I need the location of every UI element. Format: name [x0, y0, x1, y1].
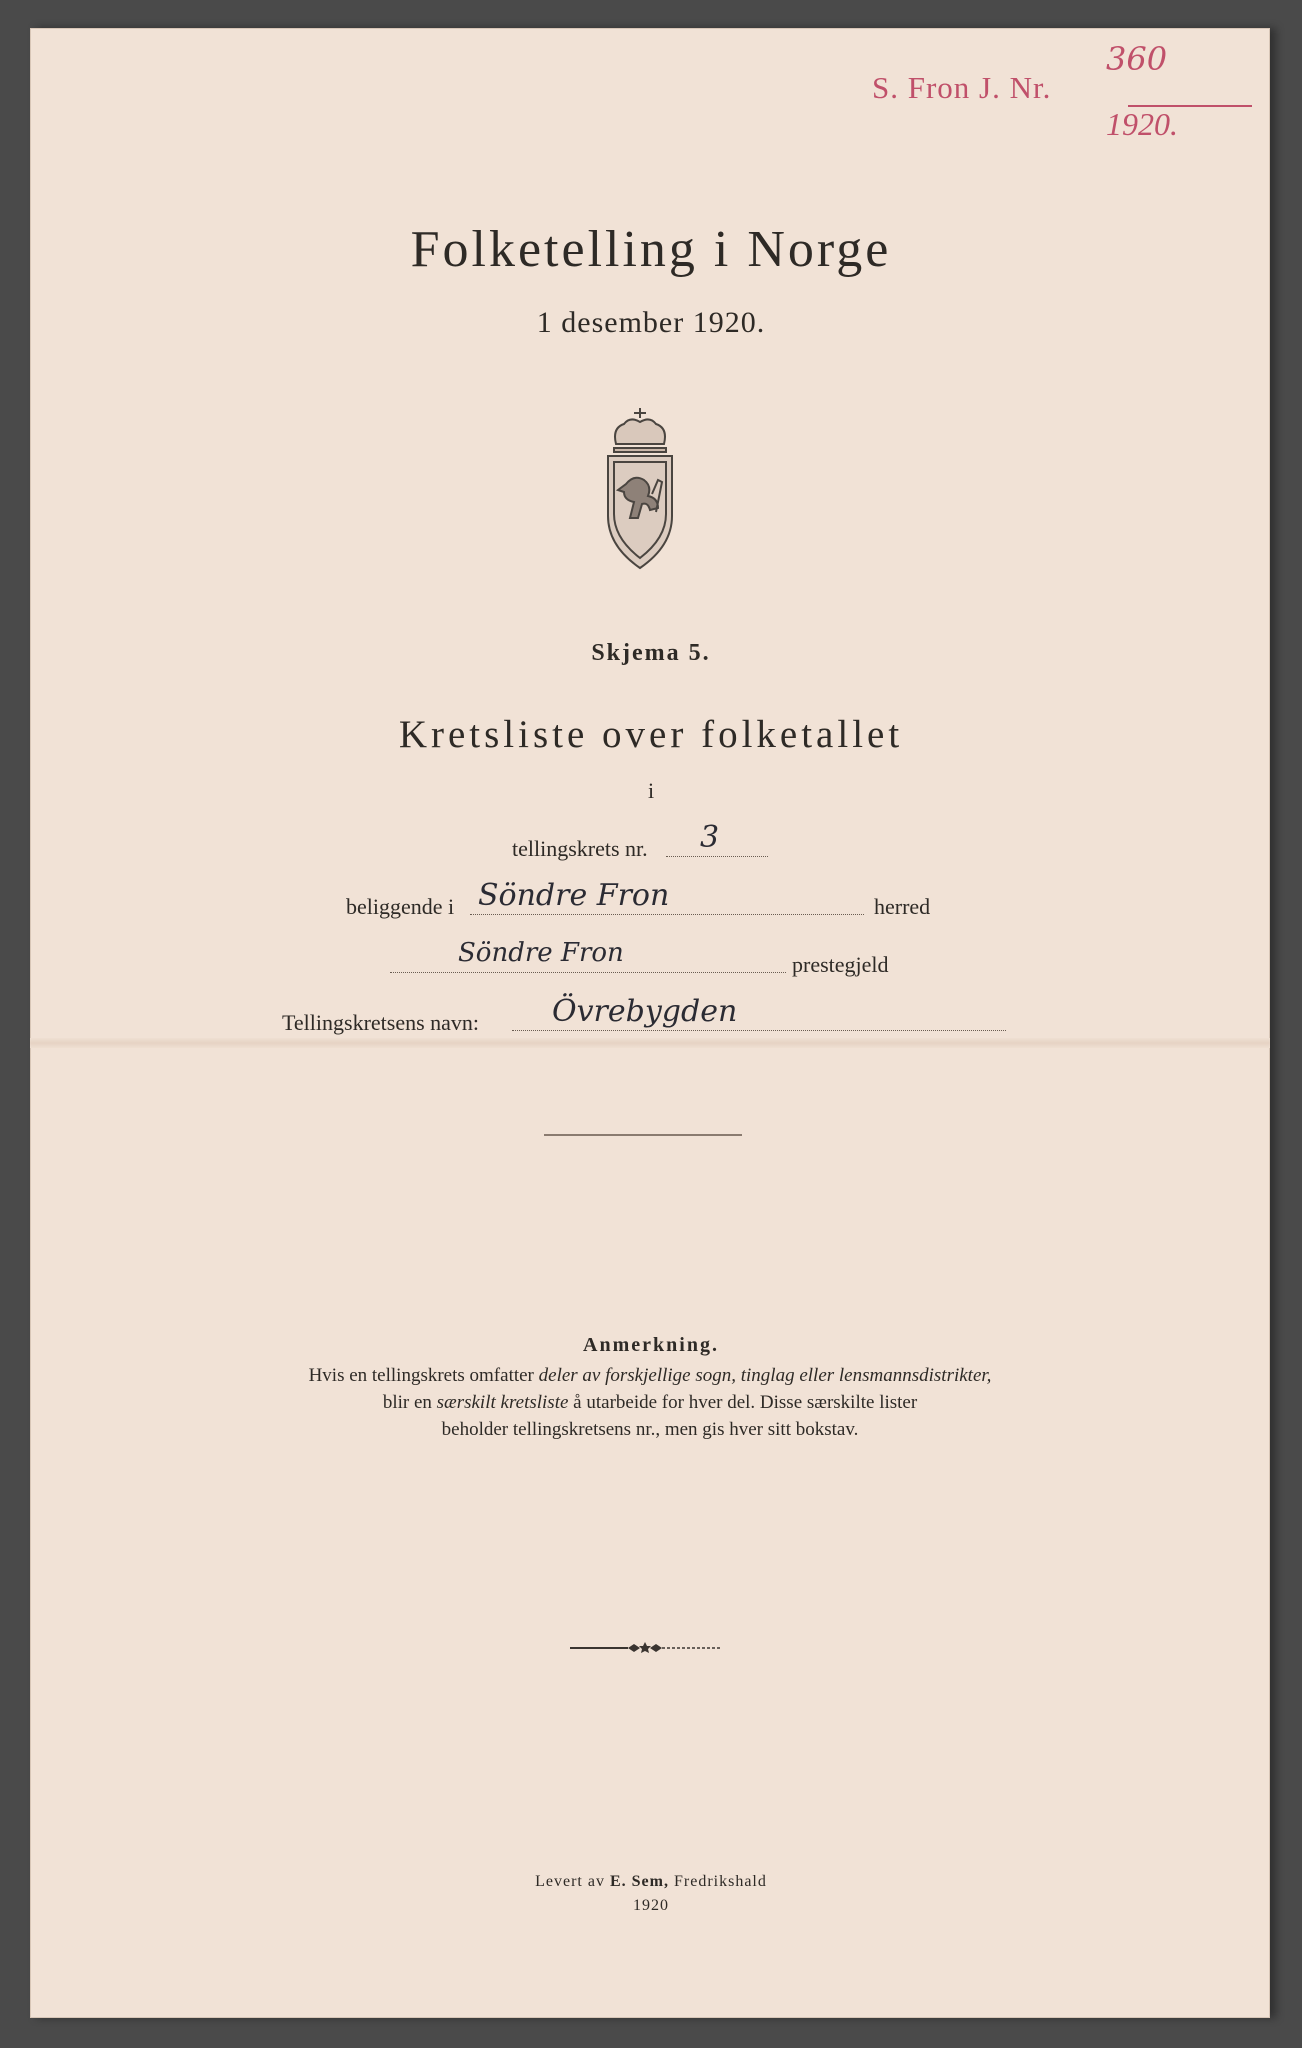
page-title: Folketelling i Norge	[410, 221, 892, 278]
circuit-number-line	[666, 856, 768, 857]
note-line-1-plain: Hvis en tellingskrets omfatter	[308, 1365, 539, 1386]
note-title: Anmerkning.	[583, 1334, 719, 1356]
printer-place: Fredrikshald	[668, 1873, 767, 1890]
herred-label: herred	[874, 894, 931, 919]
printer-year: 1920	[633, 1897, 669, 1914]
stamp-number: 360	[1106, 40, 1168, 78]
circuit-name-line	[512, 1030, 1006, 1031]
form-heading: Kretsliste over folketallet	[398, 713, 904, 756]
ornament-divider-icon	[570, 1638, 720, 1658]
preposition-text: i	[647, 778, 655, 803]
parish-line	[390, 972, 786, 973]
circuit-name-label: Tellingskretsens navn:	[282, 1010, 480, 1035]
note-text	[160, 1362, 1140, 1443]
printer-prefix: Levert av	[535, 1873, 610, 1890]
circuit-number-label: tellingskrets nr.	[512, 836, 648, 861]
note-line-3: beholder tellingskretsens nr., men gis hver sitt bokstav.	[441, 1419, 859, 1440]
archive-stamp	[842, 40, 1242, 154]
note-line-2-plain-a: blir en	[382, 1392, 437, 1413]
stamp-label: S. Fron J. Nr.	[872, 70, 1052, 105]
census-date: 1 desember 1920.	[536, 306, 766, 339]
printer-credit	[0, 1870, 1302, 1918]
circuit-number-value: 3	[700, 820, 720, 855]
parish-label: prestegjeld	[792, 952, 889, 977]
page-fold	[30, 1038, 1270, 1048]
note-line-2	[160, 1389, 1140, 1416]
note-line-2-plain-b: å utarbeide for hver del. Disse særskilte lister	[568, 1392, 918, 1413]
schema-label: Skjema 5.	[591, 640, 711, 666]
located-label: beliggende i	[346, 894, 455, 919]
note-line-2-italic: særskilt kretsliste	[436, 1392, 569, 1413]
norwegian-coat-of-arms-icon	[590, 404, 690, 574]
located-line	[470, 914, 864, 915]
stamp-year: 1920.	[1106, 106, 1178, 142]
section-divider	[544, 1134, 742, 1136]
printer-line	[0, 1870, 1302, 1894]
parish-value: Söndre Fron	[458, 938, 624, 968]
located-value: Söndre Fron	[478, 878, 670, 913]
note-line-1-italic: deler av forskjellige sogn, tinglag eller lensmannsdistrikter,	[538, 1365, 992, 1386]
printer-name: E. Sem,	[609, 1873, 669, 1890]
note-line-1	[160, 1362, 1140, 1389]
circuit-name-value: Övrebygden	[552, 994, 738, 1029]
